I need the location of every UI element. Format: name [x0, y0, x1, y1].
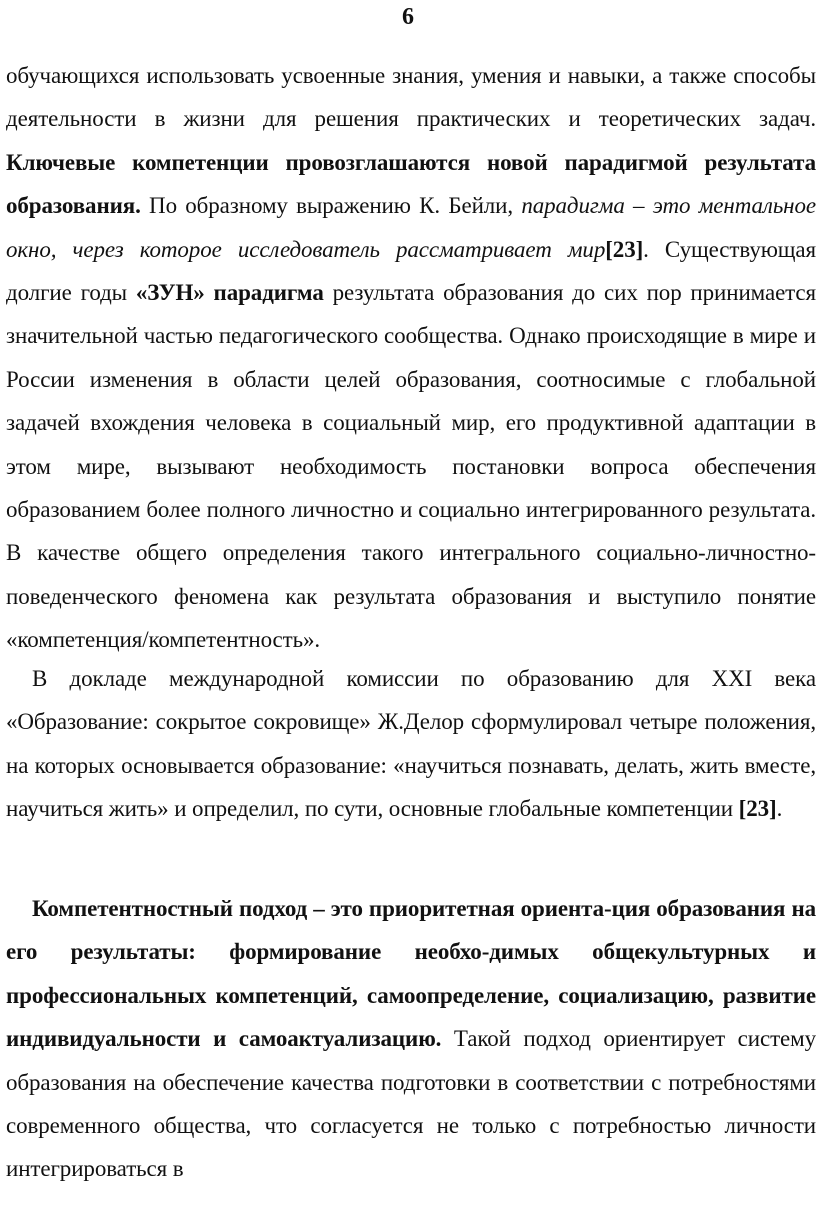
- page-number: 6: [402, 4, 414, 30]
- italic-quote: парадигма – это ментальное окно, через которое исследователь рассматривает мир: [6, 193, 816, 262]
- bold-term: «ЗУН» парадигма: [135, 280, 324, 306]
- paragraph-text: По образному выражению К. Бейли,: [140, 193, 522, 219]
- paragraph-text: В докладе международной комиссии по образованию для XXI века «Образование: сокрытое сокровище» Ж.Делор сформулировал четыре положения, на которых основывается образование: «научиться познавать, делать, жить вместе, научиться жить» и определил, по сути, основные глобальные компетенции: [6, 666, 816, 822]
- paragraph-text: результата образования до сих пор принимается значительной частью педагогического сообщества. Однако происходящие в мире и России изменения в области целей образования, соотносимые с глобальной задачей вхождения человека в социальный мир, его продуктивной адаптации в этом мире, вызывают необходимость постановки вопроса обеспечения образованием более полного личностно и социально интегрированного результата. В качестве общего определения такого интегрального социально-личностно-поведенческого феномена как результата образования и выступило понятие «компетенция/компетентность».: [6, 280, 816, 653]
- paragraph-text: Такой подход ориентирует систему образования на обеспечение качества подготовки в соответствии с потребностями современного общества, что согласуется не только с потребностью личности интегрироваться в: [6, 1026, 816, 1182]
- bold-statement: Ключевые компетенции провозглашаются новой парадигмой результата образования.: [6, 149, 816, 219]
- paragraph-text: .: [776, 796, 783, 822]
- citation-reference: [23]: [738, 796, 777, 822]
- paragraph-delors-report: [6, 657, 816, 831]
- paragraph-text: . Существующая долгие годы: [6, 236, 816, 306]
- paragraph-competencies-paradigm: [6, 54, 816, 662]
- paragraph-competence-approach: [6, 887, 816, 1191]
- bold-definition: Компетентностный подход – это приоритетная ориента-ция образования на его результаты: формирование необхо-димых общекультурных и профессиональных компетенций, самоопределение, социализацию, развитие индивидуальности и самоактуализацию.: [6, 896, 816, 1052]
- citation-reference: [23]: [605, 236, 644, 262]
- paragraph-text: обучающихся использовать усвоенные знания, умения и навыки, а также способы деятельности в жизни для решения практических и теоретических задач.: [6, 63, 816, 132]
